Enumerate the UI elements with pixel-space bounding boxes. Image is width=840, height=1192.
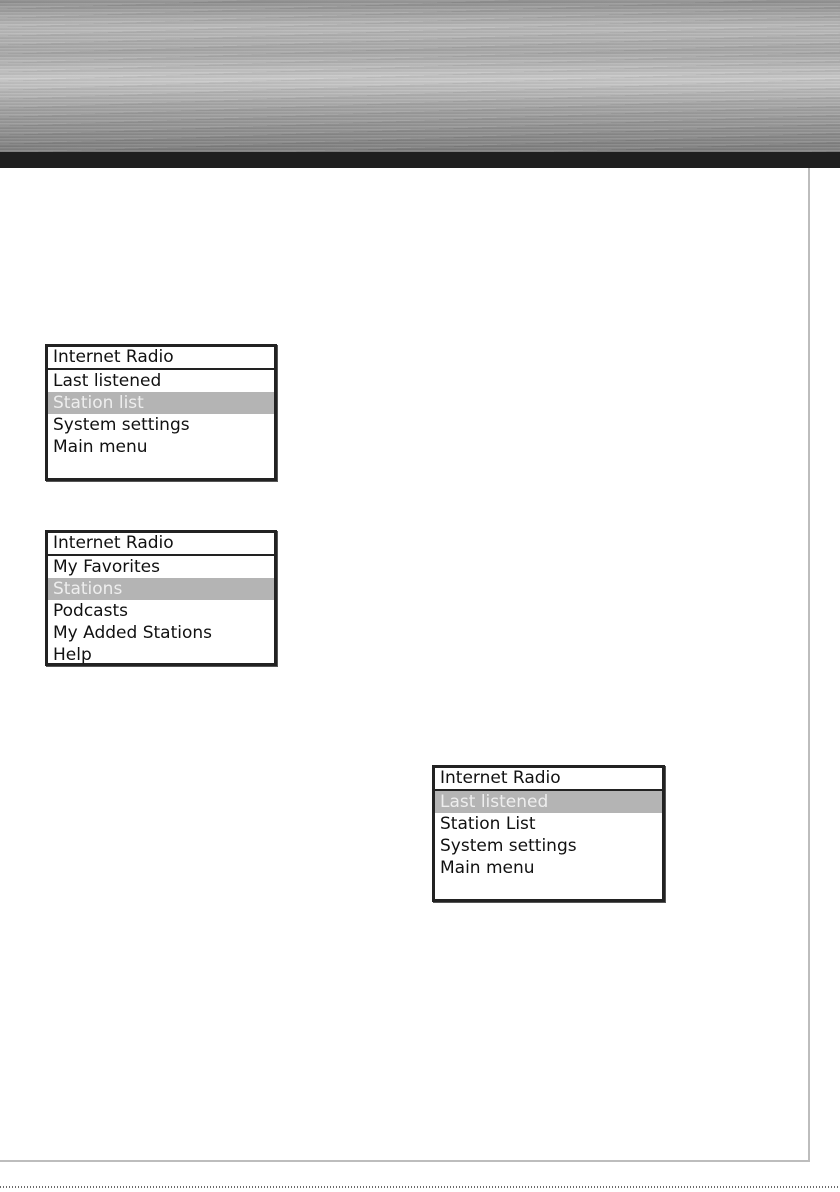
radio-display-screen-1 xyxy=(45,344,277,481)
menu-item-stations-selected[interactable]: Stations xyxy=(48,578,274,600)
display-title: Internet Radio xyxy=(435,768,662,791)
brushed-metal-header xyxy=(0,0,840,152)
menu-item-last-listened[interactable]: Last listened xyxy=(53,371,162,391)
menu-item-main-menu[interactable]: Main menu xyxy=(440,858,535,878)
menu-item-my-added-stations[interactable]: My Added Stations xyxy=(53,623,212,643)
menu-item-help[interactable]: Help xyxy=(53,645,92,665)
page-margin-rule-right xyxy=(808,168,810,1160)
radio-display-screen-2 xyxy=(45,530,277,666)
display-title: Internet Radio xyxy=(48,533,274,556)
menu-item-last-listened-selected[interactable]: Last listened xyxy=(435,791,662,813)
radio-display-screen-3 xyxy=(432,765,665,902)
menu-item-my-favorites[interactable]: My Favorites xyxy=(53,557,160,577)
menu-item-system-settings[interactable]: System settings xyxy=(440,836,577,856)
page-bottom-dotted-line xyxy=(0,1186,840,1188)
menu-item-station-list-selected[interactable]: Station list xyxy=(48,392,274,414)
menu-item-station-list[interactable]: Station List xyxy=(440,814,536,834)
menu-item-main-menu[interactable]: Main menu xyxy=(53,437,148,457)
page-margin-rule-bottom xyxy=(0,1160,810,1162)
menu-item-podcasts[interactable]: Podcasts xyxy=(53,601,128,621)
display-title: Internet Radio xyxy=(48,347,274,370)
header-dark-bar xyxy=(0,152,840,168)
menu-item-system-settings[interactable]: System settings xyxy=(53,415,190,435)
